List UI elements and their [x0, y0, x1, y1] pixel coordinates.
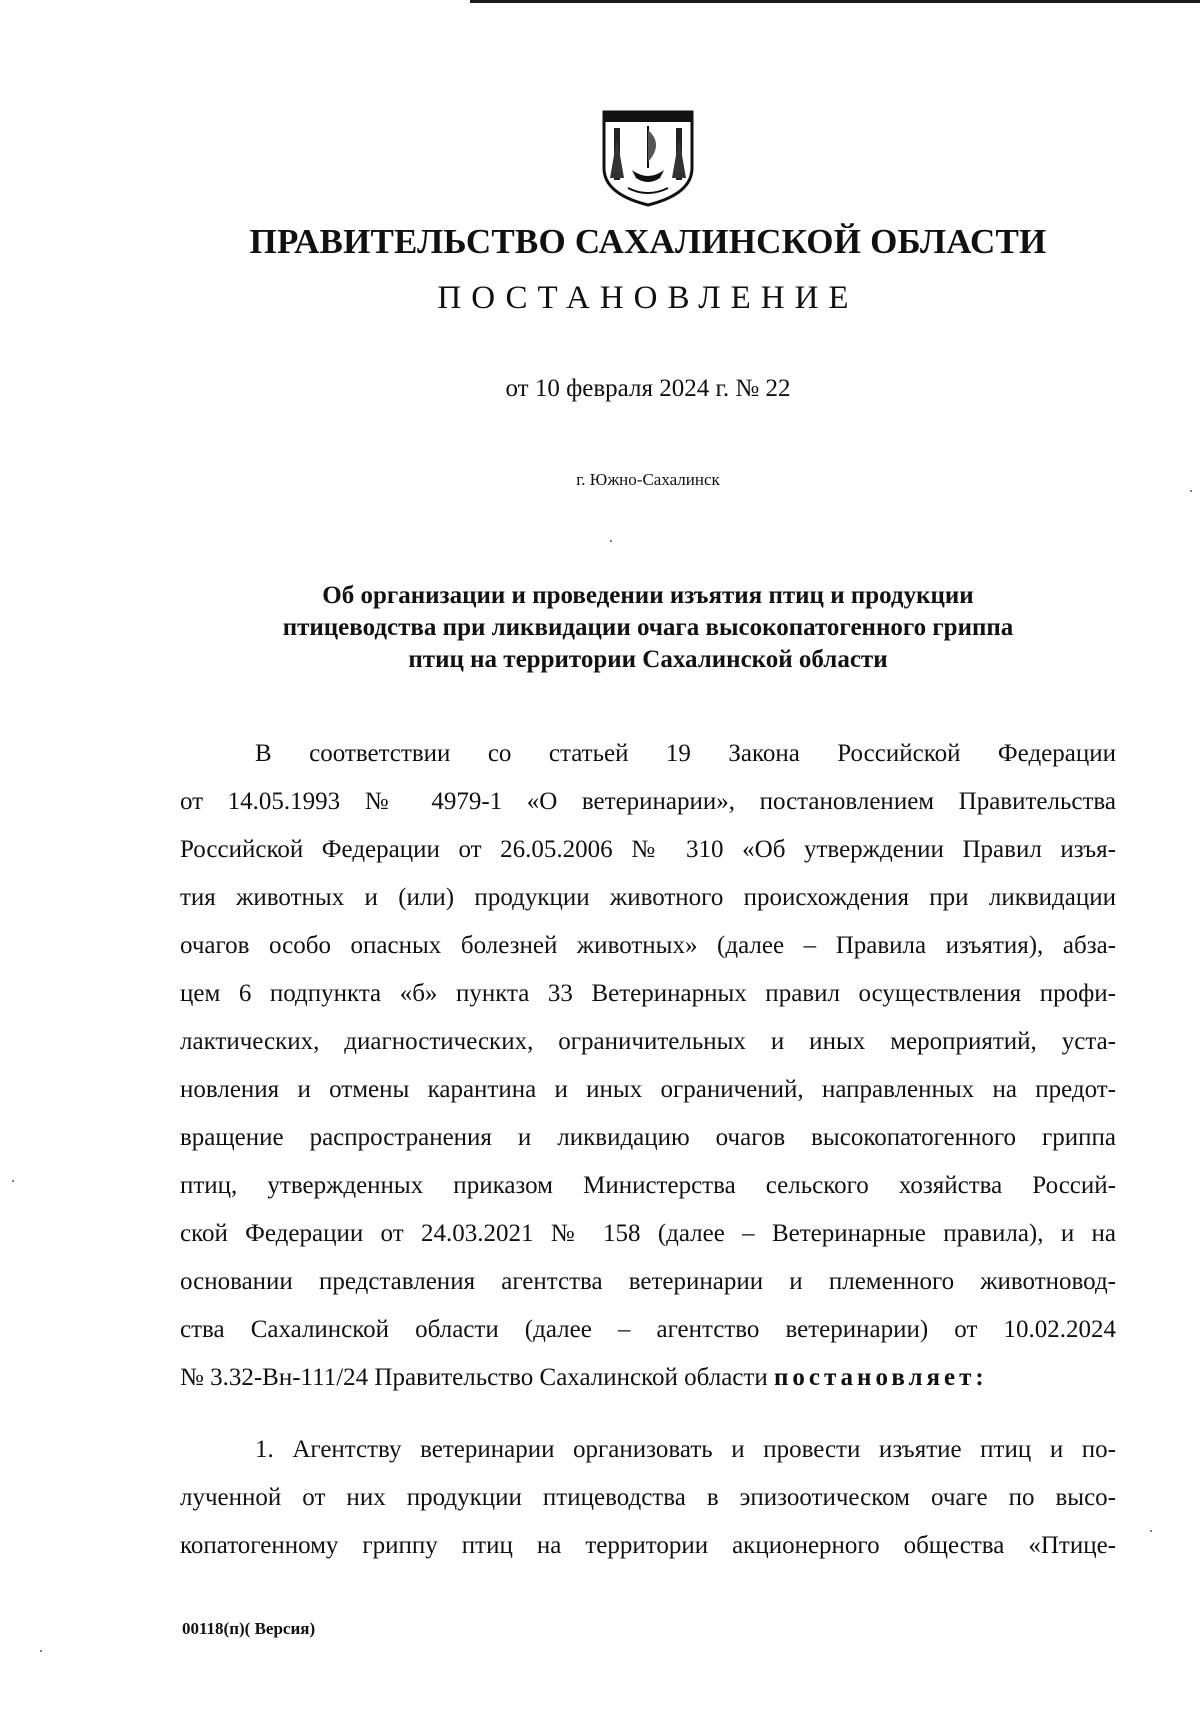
body-line: новления и отмены карантина и иных ограничений, направленных на предот-	[180, 1076, 1116, 1103]
body-line: тия животных и (или) продукции животного происхождения при ликвидации	[180, 884, 1116, 911]
item-line: 1. Агентству ветеринарии организовать и провести изъятие птиц и по-	[255, 1436, 1116, 1463]
body-line: основании представления агентства ветеринарии и племенного животновод-	[180, 1268, 1116, 1295]
body-final-line	[180, 1364, 1116, 1400]
body-line: В соответствии со статьей 19 Закона Российской Федерации	[255, 740, 1116, 767]
body-line: ской Федерации от 24.03.2021 № 158 (далее – Ветеринарные правила), и на	[180, 1220, 1116, 1247]
document-date-number: от 10 февраля 2024 г. № 22	[505, 375, 791, 402]
document-subject	[180, 580, 1116, 676]
resolution-keyword: постановляет:	[773, 1364, 988, 1391]
document-city: г. Южно-Сахалинск	[576, 470, 720, 489]
footer-version-code: 00118(п)( Версия)	[182, 1619, 316, 1638]
subject-line: птиц на территории Сахалинской области	[408, 646, 888, 673]
scan-speck	[1190, 490, 1192, 492]
scan-speck	[40, 1650, 42, 1652]
body-line-text: № 3.32-Вн-111/24 Правительство Сахалинской области	[180, 1364, 768, 1391]
top-border-line	[470, 0, 1200, 3]
scan-speck	[610, 540, 612, 542]
scan-speck	[1150, 1530, 1152, 1532]
body-line: от 14.05.1993 № 4979-1 «О ветеринарии», постановлением Правительства	[180, 788, 1116, 815]
body-line: очагов особо опасных болезней животных» (далее – Правила изъятия), абза-	[180, 932, 1116, 959]
body-line: цем 6 подпункта «б» пункта 33 Ветеринарных правил осуществления профи-	[180, 980, 1116, 1007]
body-line: вращение распространения и ликвидацию очагов высокопатогенного гриппа	[180, 1124, 1116, 1151]
subject-line: Об организации и проведении изъятия птиц и продукции	[322, 582, 974, 609]
item-line: копатогенному гриппу птиц на территории акционерного общества «Птице-	[180, 1532, 1116, 1559]
scan-speck	[12, 1180, 14, 1182]
organization-title: ПРАВИТЕЛЬСТВО САХАЛИНСКОЙ ОБЛАСТИ	[249, 222, 1047, 261]
sakhalin-coat-of-arms-icon	[598, 108, 698, 208]
body-line: птиц, утвержденных приказом Министерства сельского хозяйства Россий-	[180, 1172, 1116, 1199]
document-type: ПОСТАНОВЛЕНИЕ	[437, 280, 859, 316]
body-line: Российской Федерации от 26.05.2006 № 310 «Об утверждении Правил изъя-	[180, 836, 1116, 863]
item-line: лученной от них продукции птицеводства в эпизоотическом очаге по высо-	[180, 1484, 1116, 1511]
subject-line: птицеводства при ликвидации очага высокопатогенного гриппа	[282, 614, 1014, 641]
body-line: ства Сахалинской области (далее – агентство ветеринарии) от 10.02.2024	[180, 1316, 1116, 1343]
body-line: лактических, диагностических, ограничительных и иных мероприятий, уста-	[180, 1028, 1116, 1055]
